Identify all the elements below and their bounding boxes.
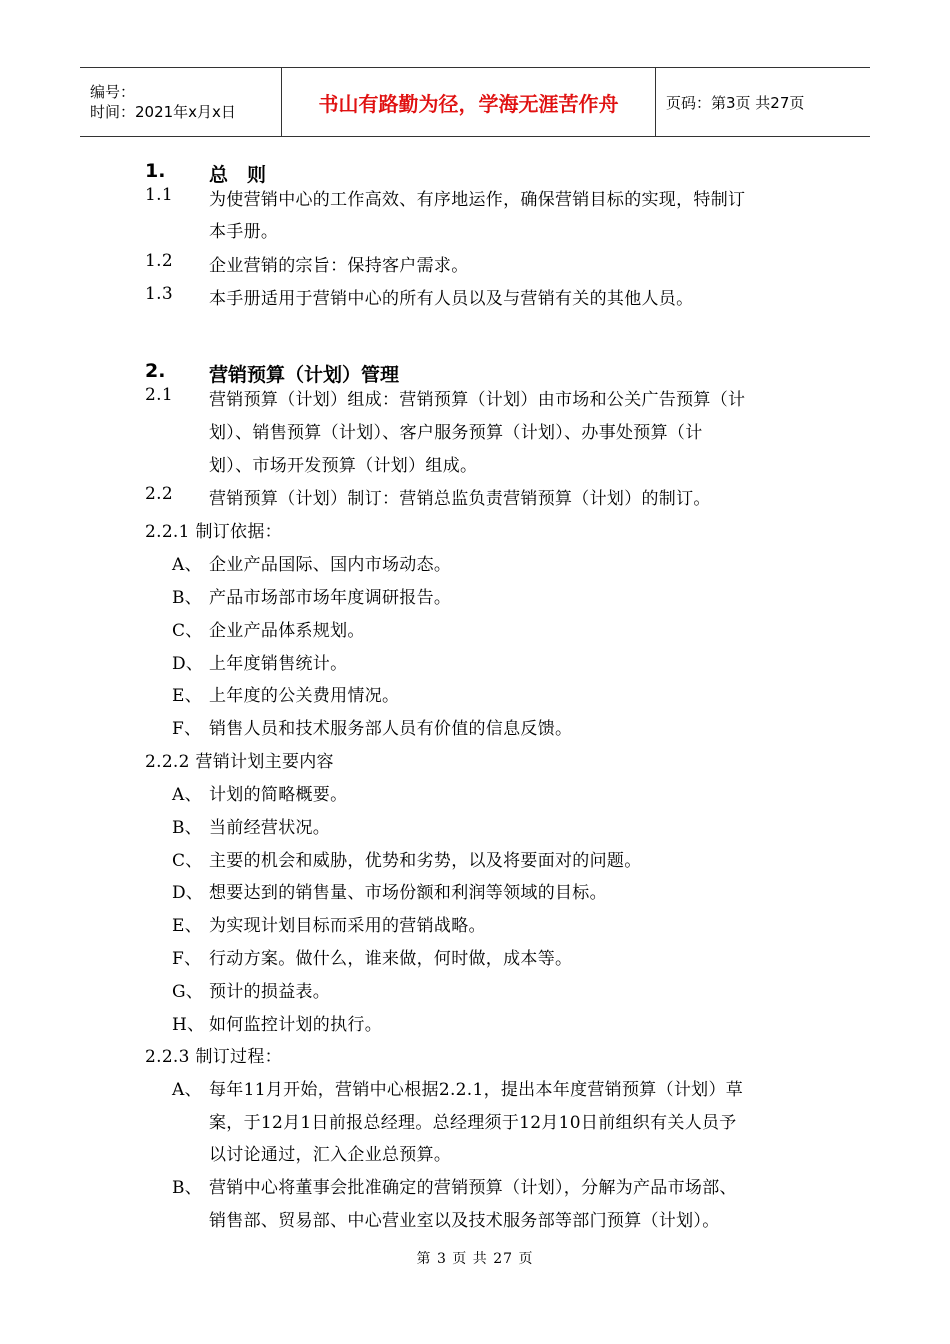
list-marker: F、 — [172, 719, 202, 739]
list-text: 以讨论通过，汇入企业总预算。 — [209, 1145, 452, 1165]
list-text: 如何监控计划的执行。 — [209, 1015, 382, 1035]
code-label: 编号： — [90, 83, 136, 101]
header-meta — [80, 68, 282, 136]
paragraph-number: 1.3 — [145, 284, 173, 304]
list-text: 上年度销售统计。 — [209, 654, 348, 674]
list-marker: C、 — [172, 851, 203, 871]
paragraph-number: 2.1 — [145, 385, 173, 405]
list-text: 预计的损益表。 — [209, 982, 331, 1002]
list-marker: A、 — [172, 1080, 202, 1100]
subsection-heading: 2.2.2 营销计划主要内容 — [145, 752, 334, 772]
paragraph-text: 划）、市场开发预算（计划）组成。 — [209, 456, 478, 476]
list-text: 每年11月开始，营销中心根据2.2.1，提出本年度营销预算（计划）草 — [209, 1080, 744, 1100]
subsection-heading: 2.2.3 制订过程： — [145, 1047, 282, 1067]
list-text: 为实现计划目标而采用的营销战略。 — [209, 916, 486, 936]
page-footer: 第 3 页 共 27 页 — [416, 1251, 534, 1267]
list-text: 企业产品国际、国内市场动态。 — [209, 555, 452, 575]
section-1-title: 总 则 — [209, 164, 267, 186]
list-marker: A、 — [172, 555, 202, 575]
subsection-heading: 2.2.1 制订依据： — [145, 522, 282, 542]
section-2-title: 营销预算（计划）管理 — [209, 364, 400, 386]
date-label: 时间：2021年x月x日 — [90, 103, 236, 121]
header-motto: 书山有路勤为径，学海无涯苦作舟 — [282, 68, 656, 136]
list-text: 当前经营状况。 — [209, 818, 331, 838]
list-text: 上年度的公关费用情况。 — [209, 686, 400, 706]
paragraph-number: 2.2 — [145, 484, 173, 504]
list-marker: D、 — [172, 883, 204, 903]
list-text: 行动方案。做什么，谁来做，何时做，成本等。 — [209, 949, 573, 969]
list-text: 想要达到的销售量、市场份额和利润等领域的目标。 — [209, 883, 607, 903]
paragraph-text: 营销预算（计划）组成：营销预算（计划）由市场和公关广告预算（计 — [209, 390, 746, 410]
list-text: 主要的机会和威胁，优势和劣势，以及将要面对的问题。 — [209, 851, 642, 871]
list-text: 产品市场部市场年度调研报告。 — [209, 588, 452, 608]
list-text: 销售人员和技术服务部人员有价值的信息反馈。 — [209, 719, 573, 739]
list-text: 企业产品体系规划。 — [209, 621, 365, 641]
list-marker: A、 — [172, 785, 202, 805]
list-marker: B、 — [172, 588, 203, 608]
section-1-number: 1. — [145, 160, 166, 182]
list-marker: E、 — [172, 916, 203, 936]
page-header — [80, 67, 870, 137]
list-marker: F、 — [172, 949, 202, 969]
section-2-number: 2. — [145, 360, 166, 382]
list-marker: D、 — [172, 654, 204, 674]
paragraph-text: 为使营销中心的工作高效、有序地运作，确保营销目标的实现，特制订 — [209, 190, 746, 210]
list-marker: C、 — [172, 621, 203, 641]
header-page-info: 页码：第3页 共27页 — [666, 93, 805, 112]
paragraph-text: 营销预算（计划）制订：营销总监负责营销预算（计划）的制订。 — [209, 489, 711, 509]
paragraph-text: 本手册。 — [209, 222, 279, 242]
paragraph-text: 划）、销售预算（计划）、客户服务预算（计划）、办事处预算（计 — [209, 423, 703, 443]
paragraph-text: 企业营销的宗旨：保持客户需求。 — [209, 256, 469, 276]
list-text: 销售部、贸易部、中心营业室以及技术服务部等部门预算（计划）。 — [209, 1211, 720, 1231]
list-text: 营销中心将董事会批准确定的营销预算（计划），分解为产品市场部、 — [209, 1178, 737, 1198]
paragraph-text: 本手册适用于营销中心的所有人员以及与营销有关的其他人员。 — [209, 289, 694, 309]
list-marker: B、 — [172, 818, 203, 838]
paragraph-number: 1.1 — [145, 185, 173, 205]
list-marker: G、 — [172, 982, 204, 1002]
paragraph-number: 1.2 — [145, 251, 173, 271]
list-text: 计划的简略概要。 — [209, 785, 348, 805]
list-text: 案，于12月1日前报总经理。总经理须于12月10日前组织有关人员予 — [209, 1113, 737, 1133]
list-marker: H、 — [172, 1015, 205, 1035]
list-marker: E、 — [172, 686, 203, 706]
list-marker: B、 — [172, 1178, 203, 1198]
